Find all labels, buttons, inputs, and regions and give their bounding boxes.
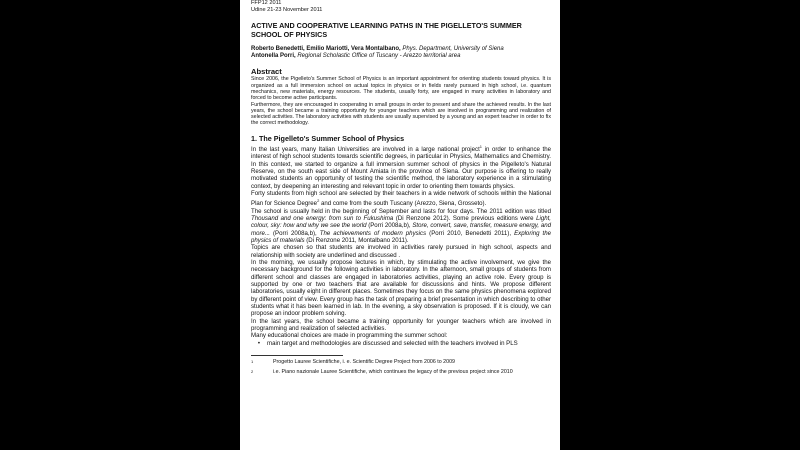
author-names-1: Roberto Benedetti, Emilio Mariotti, Vera Montalbano, <box>251 46 401 52</box>
text-span: (Di Renzone 2011, Montalbano 2011). <box>304 236 409 244</box>
abstract-paragraph-1: Since 2006, the Pigelleto's Summer School of Physics is an important appointment for orienting students toward physics. It is organized as a full immersion school on actual topics in physics or in fields rarely pursued in high school, i.e. quantum mechanics, new materials, energy resources. The students, usually forty, are engaged in many activities in laboratory and forced to become active participants. <box>251 76 551 102</box>
page-content <box>251 0 551 375</box>
section-heading: 1. The Pigelleto's Summer School of Physics <box>251 133 405 143</box>
author-affiliation-2: Regional Scholastic Office of Tuscany - Arezzo territorial area <box>295 53 461 60</box>
body-paragraph-3 <box>251 190 551 208</box>
document-page <box>240 0 560 450</box>
body-paragraph-5: Topics are chosen so that students are involved in activities rarely pursued in high school, aspects and relationship with society are underlined and discussed . <box>251 244 551 259</box>
list-item <box>251 340 551 347</box>
section-body <box>251 143 551 340</box>
list-item-text: main target and methodologies are discussed and selected with the teachers involved in PLS <box>267 339 518 347</box>
body-paragraph-6: In the morning, we usually propose lectures in which, by stimulating the active involvement, we give the necessary background for the following activities in laboratory. In the afternoon, small groups of students from different school and classes are engaged in laboratories activities, playing an active role. Every group is supported by one or two teachers that are available for discussions and hints. We propose different laboratories, usually eight in different places. Sometimes they focus on the same physics phenomena explored by different point of view. Every group has the task of preparing a brief presentation in which describing to other students what it has been learned in lab. In the evening, a sky observation is proposed. If it is cloudy, we can propose an indoor problem solving. <box>251 259 551 318</box>
text-span: (Di Renzone 2012). Some previous editions were <box>393 214 537 222</box>
edition-title: Store, convert, save, transfer, measure energy, and more... <box>251 222 551 237</box>
author-names-2: Antonella Porri, <box>251 53 296 60</box>
footnote-divider <box>251 355 343 356</box>
author-line-2 <box>251 53 551 60</box>
conference-place-date: Udine 21-23 November 2011 <box>251 7 323 13</box>
footnote-number: 1 <box>251 359 254 365</box>
footnote-ref-2[interactable]: 2 <box>317 198 320 204</box>
footnote-number: 2 <box>251 368 254 374</box>
body-paragraph-4 <box>251 208 551 245</box>
conference-name: FFP12 2011 <box>251 0 282 6</box>
footnote-text: i.e. Piano nazionale Lauree Scientifiche, which continues the legacy of the previous project since 2010 <box>273 368 513 375</box>
bullet-icon: • <box>257 339 261 347</box>
text-span: in order to enhance the interest of high school students towards scientific degrees, in particular in Physics, Mathematics and Chemistry. <box>251 145 551 161</box>
edition-title: Exploring the physics of materials <box>251 229 552 244</box>
body-paragraph-2: In this context, we started to organize a full immersion summer school of physics in the Pigelleto's Natural Reserve, on the south east side of Mount Amiata in the province of Siena. Our purpose is offering to really motivated students an opportunity of testing the scientific method, the laboratory experience in a stimulating context, by deepening an interesting and relevant topic in order to orienting them towards physics. <box>251 160 551 190</box>
body-paragraph-8: Many educational choices are made in programming the summer school: <box>251 332 448 340</box>
footnote-2 <box>251 369 551 376</box>
author-block <box>251 46 551 60</box>
author-line-1 <box>251 46 551 53</box>
text-span: In the last years, many Italian Universities are involved in a large national project <box>251 145 480 153</box>
abstract-heading: Abstract <box>251 67 282 77</box>
edition-title: Thousand and one energy: from sun to Fukushima <box>251 214 394 222</box>
paper-title: ACTIVE AND COOPERATIVE LEARNING PATHS IN THE PIGELLETO'S SUMMER SCHOOL OF PHYSICS <box>251 21 522 39</box>
author-affiliation-1: Phys. Department, University of Siena <box>400 46 504 52</box>
text-span: (Porri 2008a,b), <box>366 222 413 230</box>
text-span: The school is usually held in the beginning of September and lasts for four days. The 2011 edition was titled <box>251 207 551 215</box>
abstract-paragraph-2: Furthermore, they are encouraged in cooperating in small groups in order to present and share the achieved results. In the last years, the school became a training opportunity for younger teachers which are involved in programming and realization of selected activities. The laboratory activities with students are usually supervised by a young and an expert teacher in order to fix the correct methodology. <box>251 101 551 127</box>
body-paragraph-7: In the last years, the school became a training opportunity for younger teachers which are involved in programming and realization of selected activities. <box>251 317 551 333</box>
footnote-1 <box>251 359 551 366</box>
footnote-ref-1[interactable]: 1 <box>479 143 483 149</box>
edition-title: The achievements of modern physics <box>319 229 427 237</box>
text-span: (Porri 2010, Benedetti 2011), <box>426 229 515 237</box>
text-span: Forty students from high school are selected by their teachers in a wide network of schools within the National Plan for Science Degree <box>251 189 551 208</box>
text-span: (Porri 2008a,b), <box>269 229 320 237</box>
body-paragraph-1 <box>251 143 551 161</box>
edition-title: Light, colour, sky: how and why we see the world <box>251 214 551 230</box>
text-span: and come from the south Tuscany (Arezzo, Siena, Grosseto). <box>319 200 487 208</box>
footnote-text: Progetto Lauree Scientifiche, i. e. Scientific Degree Project from 2006 to 2009 <box>273 359 455 366</box>
